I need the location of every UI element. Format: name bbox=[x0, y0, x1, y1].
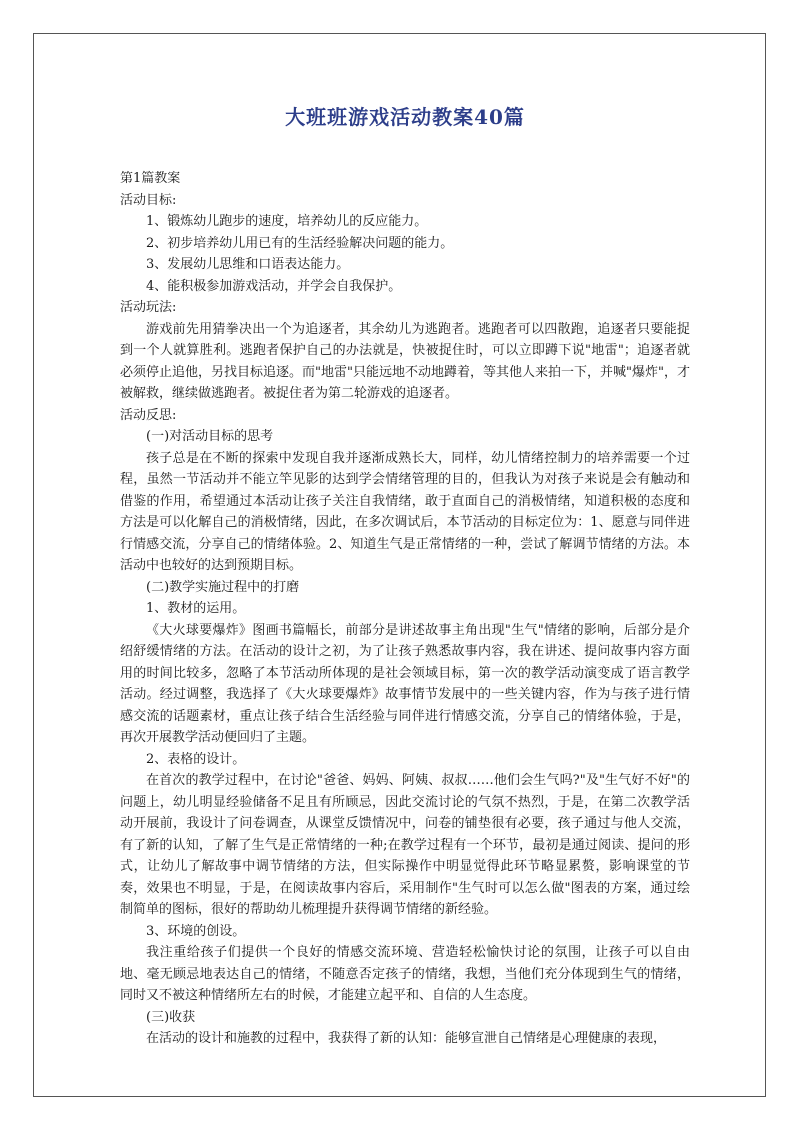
subsection-heading: 3、环境的创设。 bbox=[146, 923, 246, 939]
subsection-paragraph: 《大火球要爆炸》图画书篇幅长，前部分是讲述故事主角出现"生气"情绪的影响，后部分是介绍舒缓情绪的方法。在活动的设计之初，为了让孩子熟悉故事内容，我在讲述、提问故事内容方面用的时间比较多，忽略了本节活动所体现的是社会领域目标，第一次的教学活动演变成了语言教学活动。经过调整，我选择了《大火球要爆炸》故事情节发展中的一些关键内容，作为与孩子进行情感交流的话题素材，重点让孩子结合生活经验与同伴进行情感交流，分享自己的情绪体验，于是，再次开展教学活动便回归了主题。 bbox=[120, 622, 690, 745]
goal-item: 3、发展幼儿思维和口语表达能力。 bbox=[146, 257, 350, 272]
goal-item: 2、初步培养幼儿用已有的生活经验解决问题的能力。 bbox=[146, 235, 454, 251]
document-body bbox=[120, 102, 690, 1050]
gameplay-heading: 活动玩法: bbox=[120, 300, 177, 315]
section-heading: (三)收获 bbox=[146, 1009, 196, 1025]
section-paragraph: 在活动的设计和施教的过程中，我获得了新的认知：能够宣泄自己情绪是心理健康的表现， bbox=[146, 1031, 667, 1046]
section-paragraph: 孩子总是在不断的探索中发现自我并逐渐成熟长大，同样，幼儿情绪控制力的培养需要一个过程，虽然一节活动并不能立竿见影的达到学会情绪管理的目的，但我认为对孩子来说是会有触动和借鉴的作用，希望通过本活动让孩子关注自我情绪，敢于直面自己的消极情绪，知道积极的态度和方法是可以化解自己的消极情绪，因此，在多次调试后，本节活动的目标定位为：1、愿意与同伴进行情感交流，分享自己的情绪体验。2、知道生气是正常情绪的一种，尝试了解调节情绪的方法。本活动中也较好的达到预期目标。 bbox=[120, 450, 690, 573]
section-heading: (一)对活动目标的思考 bbox=[146, 429, 274, 444]
reflection-heading: 活动反思: bbox=[120, 407, 177, 423]
document-title: 大班班游戏活动教案40篇 bbox=[285, 105, 525, 129]
subsection-heading: 1、教材的运用。 bbox=[146, 601, 246, 616]
goal-item: 1、锻炼幼儿跑步的速度，培养幼儿的反应能力。 bbox=[146, 214, 428, 229]
goal-item: 4、能积极参加游戏活动，并学会自我保护。 bbox=[146, 278, 402, 294]
goals-heading: 活动目标: bbox=[120, 192, 177, 208]
section-heading: (二)教学实施过程中的打磨 bbox=[146, 579, 300, 595]
lesson-heading: 第1篇教案 bbox=[120, 171, 181, 186]
subsection-heading: 2、表格的设计。 bbox=[146, 751, 246, 767]
subsection-paragraph: 我注重给孩子们提供一个良好的情感交流环境、营造轻松愉快讨论的氛围，让孩子可以自由地、毫无顾忌地表达自己的情绪，不随意否定孩子的情绪，我想，当他们充分体现到生气的情绪，同时又不被这种情绪所左右的时候，才能建立起平和、自信的人生态度。 bbox=[120, 945, 690, 1003]
subsection-paragraph: 在首次的教学过程中，在讨论"爸爸、妈妈、阿姨、叔叔……他们会生气吗?"及"生气好不好"的问题上，幼儿明显经验储备不足且有所顾忌，因此交流讨论的气氛不热烈，于是，在第二次教学活动开展前，我设计了问卷调查，从课堂反馈情况中，问卷的铺垫很有必要，孩子通过与他人交流，有了新的认知，了解了生气是正常情绪的一种;在教学过程有一个环节，最初是通过阅读、提问的形式，让幼儿了解故事中调节情绪的方法，但实际操作中明显觉得此环节略显累赘，影响课堂的节奏，效果也不明显，于是，在阅读故事内容后，采用制作"生气时可以怎么做"图表的方案，通过绘制简单的图标，很好的帮助幼儿梳理提升获得调节情绪的新经验。 bbox=[120, 773, 690, 917]
gameplay-paragraph: 游戏前先用猜拳决出一个为追逐者，其余幼儿为逃跑者。逃跑者可以四散跑，追逐者只要能捉到一个人就算胜利。逃跑者保护自己的办法就是，快被捉住时，可以立即蹲下说"地雷"；追逐者就必须停止追他，另找目标追逐。而"地雷"只能远地不动地蹲着，等其他人来拍一下，并喊"爆炸"，才被解救，继续做逃跑者。被捉住者为第二轮游戏的追逐者。 bbox=[120, 321, 690, 401]
